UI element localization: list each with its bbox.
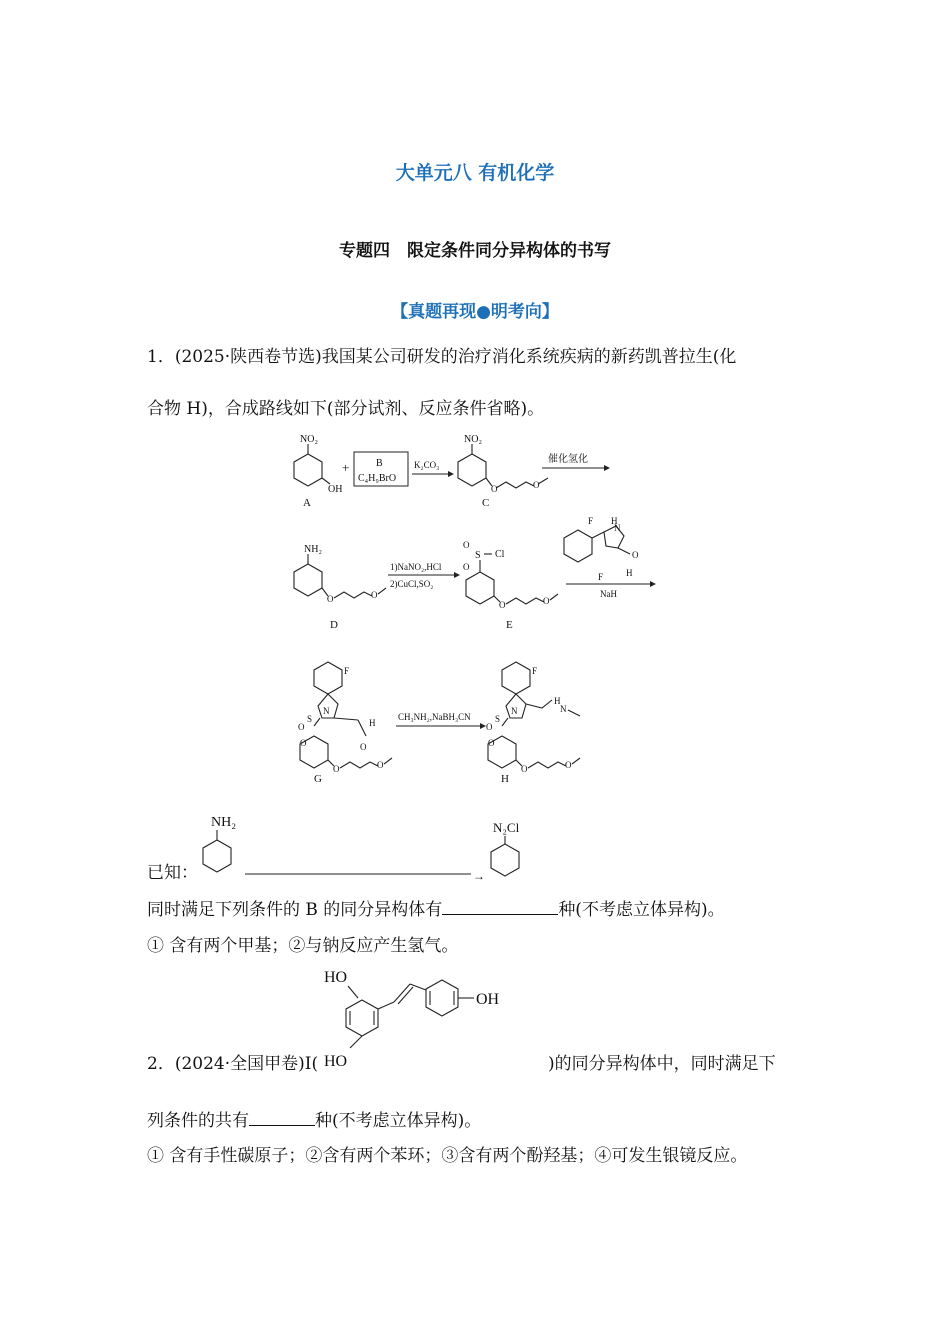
svg-text:O: O — [360, 742, 367, 752]
label-a: A — [303, 497, 311, 509]
q1-question: 同时满足下列条件的 B 的同分异构体有 种(不考虑立体异构)。 — [147, 897, 725, 921]
svg-text:O: O — [486, 722, 493, 732]
compound-c — [458, 434, 548, 509]
svg-text:O: O — [463, 562, 470, 572]
q2-line1: 2．(2024·全国甲卷)I( — [147, 1054, 319, 1074]
svg-text:NO₂: NO₂ — [300, 434, 318, 445]
svg-text:催化氢化: 催化氢化 — [548, 454, 588, 465]
svg-text:F: F — [344, 666, 350, 676]
svg-text:H: H — [369, 718, 376, 728]
q2-conditions: ① 含有手性碳原子；②含有两个苯环；③含有两个酚羟基；④可发生银镜反应。 — [147, 1146, 748, 1166]
svg-text:O: O — [632, 550, 639, 560]
label-e: E — [506, 619, 513, 631]
known-label: 已知： — [147, 863, 198, 883]
compound-a — [294, 434, 342, 509]
q2-line2: 列条件的共有 种(不考虑立体异构)。 — [147, 1108, 481, 1132]
svg-text:F: F — [532, 666, 538, 676]
svg-text:O: O — [371, 590, 378, 600]
svg-text:S: S — [307, 714, 313, 724]
svg-text:O: O — [543, 596, 550, 606]
q1-line1 — [147, 346, 736, 368]
reagent-f — [564, 516, 639, 578]
svg-text:O: O — [377, 760, 384, 770]
svg-text:B: B — [376, 458, 383, 469]
svg-text:NaH: NaH — [600, 589, 617, 599]
svg-text:O: O — [327, 594, 334, 604]
unit-title: 大单元八 有机化学 — [395, 162, 555, 184]
svg-text:NH₂: NH₂ — [211, 815, 237, 830]
svg-text:OH: OH — [476, 991, 500, 1008]
svg-text:N: N — [323, 706, 330, 716]
svg-text:2)CuCl,SO₂: 2)CuCl,SO₂ — [390, 579, 434, 589]
svg-text:CH₃NH₂,NaBH₃CN: CH₃NH₂,NaBH₃CN — [398, 712, 471, 722]
svg-text:O: O — [565, 760, 572, 770]
q2-line1-end: )的同分异构体中，同时满足下 — [548, 1054, 776, 1074]
svg-text:NO₂: NO₂ — [464, 434, 482, 445]
q1-answer-blank[interactable] — [442, 897, 558, 915]
q1-conditions: ① 含有两个甲基；②与钠反应产生氢气。 — [147, 936, 459, 956]
compound-e — [463, 540, 558, 631]
svg-text:O: O — [300, 738, 307, 748]
svg-text:N: N — [614, 523, 621, 533]
section-title: 【真题再现●明考向】 — [391, 302, 559, 322]
svg-text:O: O — [333, 764, 340, 774]
q2-answer-blank[interactable] — [249, 1108, 315, 1126]
q1-text-line1: 我国某公司研发的治疗消化系统疾病的新药凯普拉生(化 — [321, 347, 737, 367]
svg-text:C₄H₉BrO: C₄H₉BrO — [358, 473, 397, 484]
svg-text:H: H — [611, 516, 618, 526]
svg-text:H: H — [626, 568, 633, 578]
svg-text:O: O — [521, 764, 528, 774]
compound-i-structure — [318, 962, 558, 1074]
topic-title: 专题四 限定条件同分异构体的书写 — [339, 241, 611, 261]
q1-number: 1． — [147, 347, 175, 367]
svg-text:S: S — [495, 714, 501, 724]
label-d: D — [330, 619, 338, 631]
svg-text:H: H — [554, 696, 561, 706]
svg-text:O: O — [491, 484, 498, 494]
svg-text:Cl: Cl — [495, 549, 505, 560]
svg-text:N₂Cl: N₂Cl — [493, 820, 520, 835]
compound-g — [298, 662, 392, 785]
label-g: G — [314, 773, 322, 785]
label-h: H — [501, 773, 509, 785]
svg-text:HO: HO — [324, 969, 348, 986]
svg-text:N: N — [511, 706, 518, 716]
compound-d — [294, 544, 386, 631]
synthesis-scheme — [270, 430, 690, 790]
svg-text:→: → — [473, 869, 485, 883]
svg-text:S: S — [475, 550, 481, 561]
svg-text:1)NaNO₂,HCl: 1)NaNO₂,HCl — [390, 562, 442, 572]
svg-text:K₂CO₃: K₂CO₃ — [414, 460, 440, 470]
svg-text:HO: HO — [324, 1053, 348, 1070]
svg-text:O: O — [298, 722, 305, 732]
svg-text:F: F — [588, 516, 594, 526]
svg-text:NH₂: NH₂ — [304, 544, 322, 555]
svg-text:N: N — [560, 704, 567, 714]
label-c: C — [482, 497, 490, 509]
known-reaction — [195, 808, 535, 888]
q1-line2: 合物 H)，合成路线如下(部分试剂、反应条件省略)。 — [147, 399, 545, 419]
svg-text:+: + — [342, 460, 350, 475]
svg-text:F: F — [598, 572, 604, 582]
svg-text:OH: OH — [328, 484, 343, 495]
q1-source: (2025·陕西卷节选) — [174, 347, 322, 367]
svg-text:O: O — [533, 480, 540, 490]
compound-h — [486, 662, 580, 785]
svg-text:O: O — [499, 600, 506, 610]
svg-text:O: O — [463, 540, 470, 550]
svg-text:O: O — [488, 738, 495, 748]
